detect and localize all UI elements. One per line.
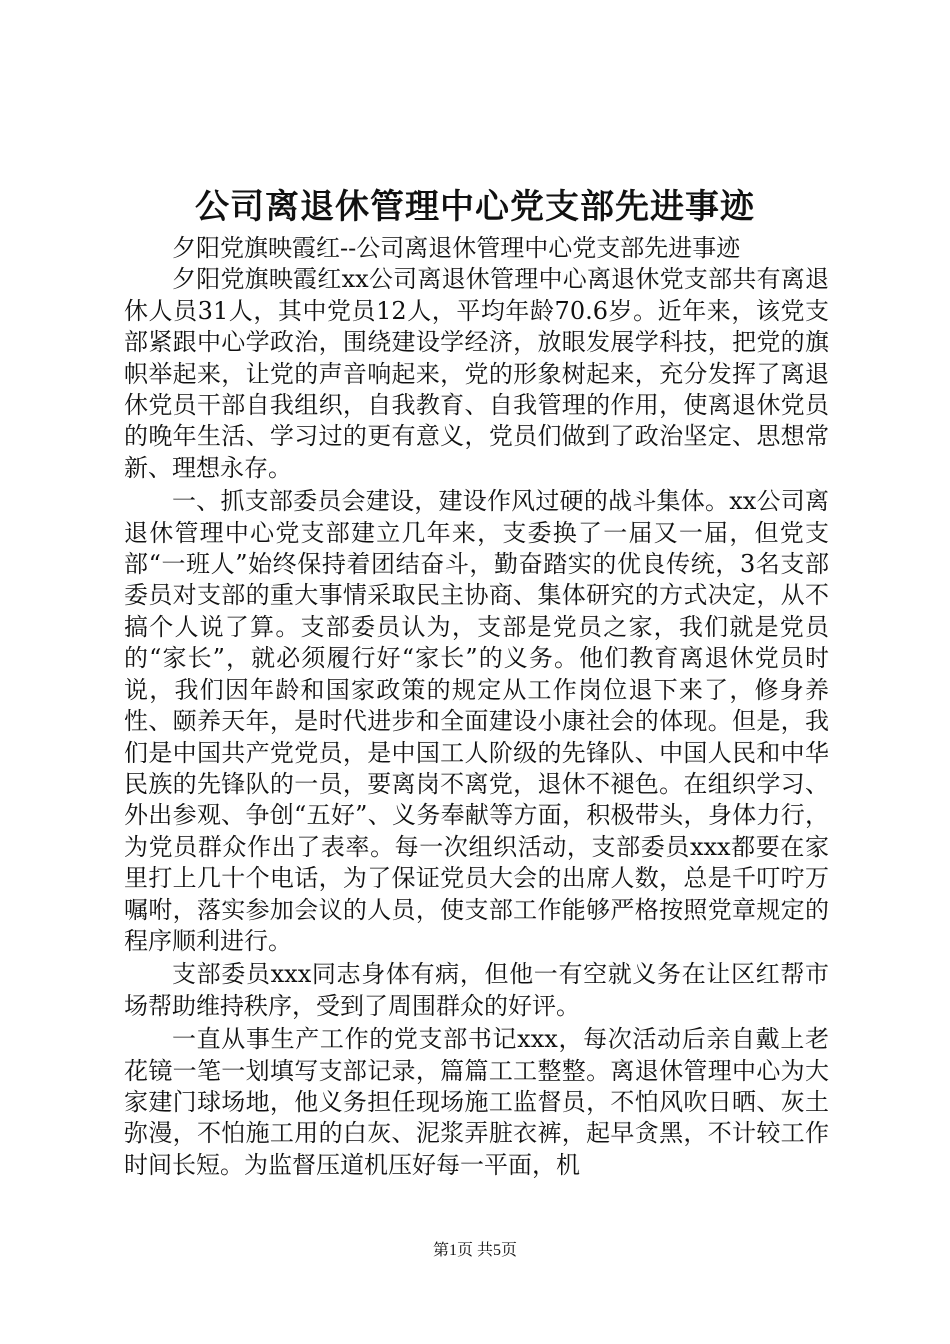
page-footer: 第1页 共5页: [432, 1242, 517, 1259]
subtitle-paragraph: 夕阳党旗映霞红--公司离退休管理中心党支部先进事迹: [172, 234, 741, 262]
document-title: 公司离退休管理中心党支部先进事迹: [195, 187, 755, 227]
intro-paragraph: 夕阳党旗映霞红xx公司离退休管理中心离退休党支部共有离退休人员31人，其中党员12人，平均年龄70.6岁。近年来，该党支部紧跟中心学政治，围绕建设学经济，放眼发展学科技，把党的旗帜举起来，让党的声音响起来，党的形象树起来，充分发挥了离退休党员干部自我组织，自我教育、自我管理的作用，使离退休党员的晚年生活、学习过的更有意义，党员们做到了政治坚定、思想常新、理想永存。: [124, 265, 829, 482]
secretary-paragraph: 一直从事生产工作的党支部书记xxx，每次活动后亲自戴上老花镜一笔一划填写支部记录，篇篇工工整整。离退休管理中心为大家建门球场地，他义务担任现场施工监督员，不怕风吹日晒、灰土弥漫，不怕施工用的白灰、泥浆弄脏衣裤，起早贪黑，不计较工作时间长短。为监督压道机压好每一平面，机: [124, 1025, 829, 1179]
section-one-paragraph: 一、抓支部委员会建设，建设作风过硬的战斗集体。xx公司离退休管理中心党支部建立几年来，支委换了一届又一届，但党支部“一班人”始终保持着团结奋斗，勤奋踏实的优良传统，3名支部委员对支部的重大事情采取民主协商、集体研究的方式决定，从不搞个人说了算。支部委员认为，支部是党员之家，我们就是党员的“家长”，就必须履行好“家长”的义务。他们教育离退休党员时说，我们因年龄和国家政策的规定从工作岗位退下来了，修身养性、颐养天年，是时代进步和全面建设小康社会的体现。但是，我们是中国共产党党员，是中国工人阶级的先锋队、中国人民和中华民族的先锋队的一员，要离岗不离党，退休不褪色。在组织学习、外出参观、争创“五好”、义务奉献等方面，积极带头，身体力行，为党员群众作出了表率。每一次组织活动，支部委员xxx都要在家里打上几十个电话，为了保证党员大会的出席人数，总是千叮咛万嘱咐，落实参加会议的人员，使支部工作能够严格按照党章规定的程序顺利进行。: [124, 487, 829, 955]
committee-member-paragraph: 支部委员xxx同志身体有病，但他一有空就义务在让区红帮市场帮助维持秩序，受到了周围群众的好评。: [124, 960, 829, 1020]
document-body: [124, 233, 829, 1181]
